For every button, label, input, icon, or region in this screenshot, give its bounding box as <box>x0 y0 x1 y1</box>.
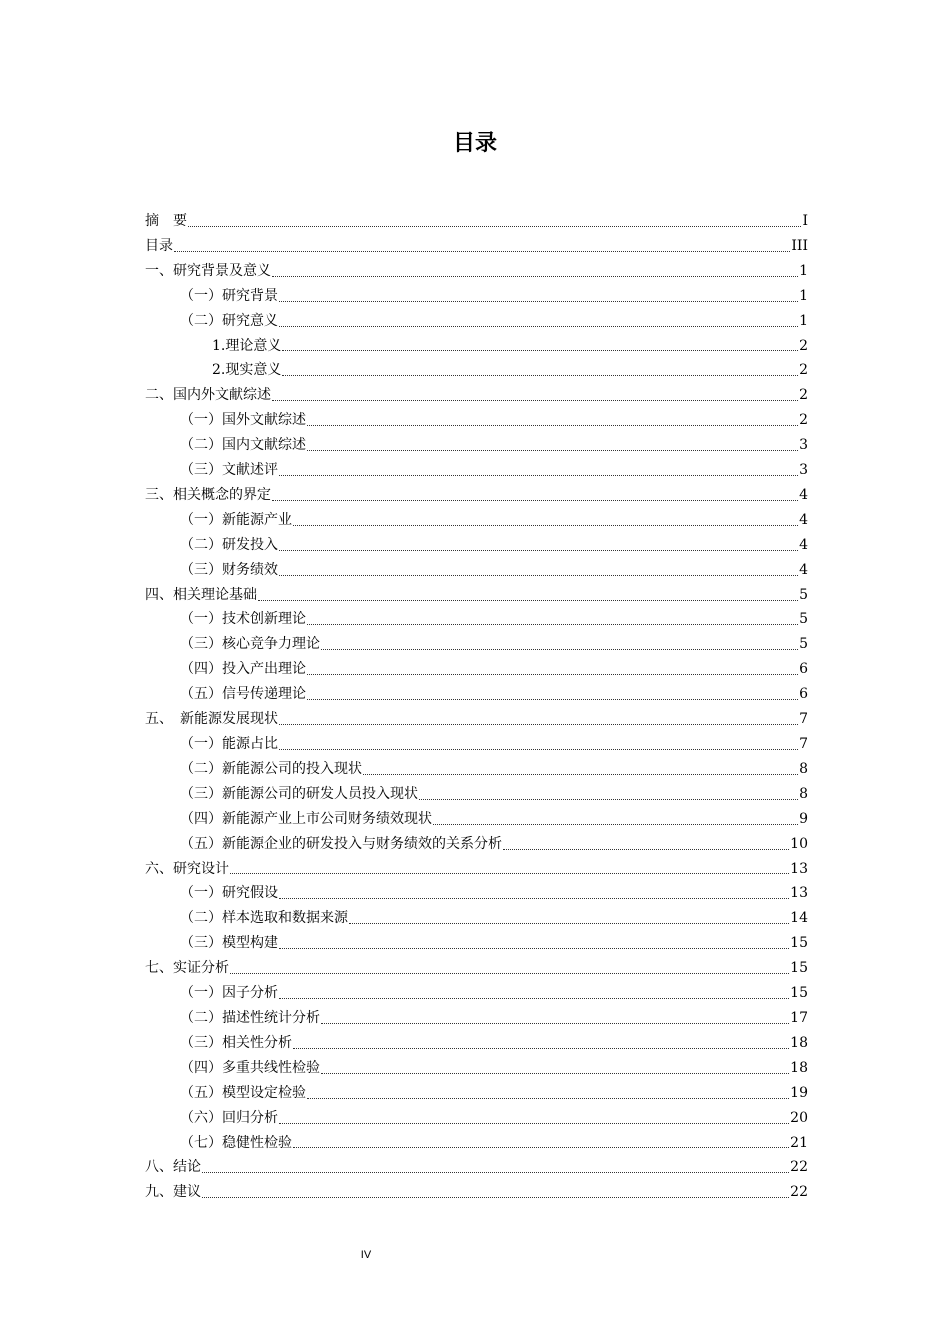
toc-entry[interactable] <box>145 358 808 383</box>
toc-entry[interactable] <box>145 284 808 309</box>
dot-leader <box>293 1048 789 1049</box>
toc-entry[interactable] <box>145 782 808 807</box>
toc-entry-label: 三、相关概念的界定 <box>145 486 271 503</box>
dot-leader <box>307 674 798 675</box>
dot-leader <box>279 998 789 999</box>
toc-entry-page: 22 <box>790 1184 808 1201</box>
toc-entry-page: 5 <box>799 611 808 628</box>
toc-entry[interactable] <box>145 309 808 334</box>
dot-leader <box>419 799 798 800</box>
toc-entry[interactable] <box>145 533 808 558</box>
toc-entry-page: 2 <box>799 362 808 379</box>
toc-entry-page: 15 <box>790 935 808 952</box>
toc-entry[interactable] <box>145 334 808 359</box>
toc-entry-label: （一）新能源产业 <box>180 511 292 528</box>
toc-entry[interactable] <box>145 757 808 782</box>
dot-leader <box>279 326 798 327</box>
dot-leader <box>272 400 798 401</box>
toc-entry-label: （一）能源占比 <box>180 736 278 753</box>
dot-leader <box>349 923 789 924</box>
toc-entry[interactable] <box>145 657 808 682</box>
page-title: 目录 <box>452 131 497 156</box>
dot-leader <box>279 724 798 725</box>
toc-entry-label: 七、实证分析 <box>145 960 229 977</box>
dot-leader <box>279 575 798 576</box>
dot-leader <box>279 749 798 750</box>
toc-entry-page: 10 <box>790 835 808 852</box>
toc-entry-label: （二）描述性统计分析 <box>180 1009 320 1026</box>
toc-entry-page: 1 <box>799 287 808 304</box>
toc-entry[interactable] <box>145 956 808 981</box>
toc-entry[interactable] <box>145 1155 808 1180</box>
dot-leader <box>321 1073 789 1074</box>
toc-entry-page: 8 <box>799 760 808 777</box>
toc-entry[interactable] <box>145 1081 808 1106</box>
toc-entry[interactable] <box>145 1106 808 1131</box>
toc-entry-label: （五）信号传递理论 <box>180 686 306 703</box>
toc-entry-page: 9 <box>799 810 808 827</box>
toc-entry-label: （六）回归分析 <box>180 1109 278 1126</box>
toc-entry-page: 6 <box>799 686 808 703</box>
toc-entry-label: （二）研究意义 <box>180 312 278 329</box>
toc-entry[interactable] <box>145 608 808 633</box>
toc-entry-page: 22 <box>790 1159 808 1176</box>
dot-leader <box>279 898 789 899</box>
dot-leader <box>258 600 798 601</box>
toc-entry-label: 八、结论 <box>145 1159 201 1176</box>
toc-entry[interactable] <box>145 1180 808 1205</box>
toc-entry[interactable] <box>145 881 808 906</box>
toc-entry-label: 一、研究背景及意义 <box>145 262 271 279</box>
page-number: IV <box>360 1249 372 1261</box>
dot-leader <box>363 774 798 775</box>
dot-leader <box>279 301 798 302</box>
toc-entry[interactable] <box>145 583 808 608</box>
toc-entry-label: （三）财务绩效 <box>180 561 278 578</box>
toc-entry[interactable] <box>145 458 808 483</box>
toc-entry-label: 摘 要 <box>145 212 187 229</box>
toc-entry[interactable] <box>145 807 808 832</box>
dot-leader <box>188 226 801 227</box>
toc-entry-page: 5 <box>799 586 808 603</box>
dot-leader <box>307 699 798 700</box>
dot-leader <box>307 624 798 625</box>
toc-entry[interactable] <box>145 857 808 882</box>
toc-entry-label: （一）因子分析 <box>180 985 278 1002</box>
toc-entry-page: 2 <box>799 412 808 429</box>
toc-entry-label: 1.理论意义 <box>212 337 282 354</box>
toc-entry-page: 19 <box>790 1084 808 1101</box>
dot-leader <box>307 425 798 426</box>
toc-entry-page: 18 <box>790 1034 808 1051</box>
toc-entry[interactable] <box>145 508 808 533</box>
table-of-contents <box>145 209 808 1205</box>
dot-leader <box>282 375 798 376</box>
dot-leader <box>230 973 789 974</box>
toc-entry[interactable] <box>145 1031 808 1056</box>
toc-entry-page: 3 <box>799 437 808 454</box>
toc-entry[interactable] <box>145 1056 808 1081</box>
toc-entry-page: 7 <box>799 736 808 753</box>
toc-entry[interactable] <box>145 408 808 433</box>
toc-entry-label: （三）核心竞争力理论 <box>180 636 320 653</box>
toc-entry-page: 6 <box>799 661 808 678</box>
dot-leader <box>279 550 798 551</box>
toc-entry-page: 4 <box>799 511 808 528</box>
toc-entry-label: （三）相关性分析 <box>180 1034 292 1051</box>
toc-entry-label: 二、国内外文献综述 <box>145 387 271 404</box>
toc-entry-label: （四）多重共线性检验 <box>180 1059 320 1076</box>
dot-leader <box>174 251 790 252</box>
toc-entry-label: （一）研究背景 <box>180 287 278 304</box>
toc-entry-label: （三）文献述评 <box>180 462 278 479</box>
dot-leader <box>293 1147 789 1148</box>
toc-entry-label: （二）国内文献综述 <box>180 437 306 454</box>
toc-entry-label: 五、 新能源发展现状 <box>145 711 278 728</box>
dot-leader <box>307 1098 789 1099</box>
dot-leader <box>282 350 798 351</box>
dot-leader <box>279 1123 789 1124</box>
toc-entry[interactable] <box>145 234 808 259</box>
toc-entry-page: 1 <box>799 262 808 279</box>
toc-entry-label: （三）模型构建 <box>180 935 278 952</box>
toc-entry[interactable] <box>145 483 808 508</box>
toc-entry-page: 7 <box>799 711 808 728</box>
toc-entry-label: （二）样本选取和数据来源 <box>180 910 348 927</box>
dot-leader <box>272 276 798 277</box>
toc-entry-page: 14 <box>790 910 808 927</box>
toc-entry-page: 15 <box>790 960 808 977</box>
toc-entry-page: 2 <box>799 337 808 354</box>
toc-entry-label: （七）稳健性检验 <box>180 1134 292 1151</box>
toc-entry[interactable] <box>145 707 808 732</box>
dot-leader <box>279 948 789 949</box>
toc-entry[interactable] <box>145 1006 808 1031</box>
toc-entry[interactable] <box>145 906 808 931</box>
toc-entry-label: 2.现实意义 <box>212 362 282 379</box>
toc-entry[interactable] <box>145 259 808 284</box>
toc-entry-page: 20 <box>790 1109 808 1126</box>
toc-entry[interactable] <box>145 931 808 956</box>
toc-entry-label: （一）研究假设 <box>180 885 278 902</box>
toc-entry-page: I <box>802 212 808 229</box>
toc-entry[interactable] <box>145 433 808 458</box>
dot-leader <box>321 1023 789 1024</box>
toc-entry-label: （五）模型设定检验 <box>180 1084 306 1101</box>
toc-entry-page: III <box>791 237 808 254</box>
toc-entry-label: 六、研究设计 <box>145 860 229 877</box>
dot-leader <box>307 450 798 451</box>
toc-entry-label: （一）技术创新理论 <box>180 611 306 628</box>
toc-entry[interactable] <box>145 682 808 707</box>
toc-entry-label: （四）投入产出理论 <box>180 661 306 678</box>
toc-entry[interactable] <box>145 209 808 234</box>
dot-leader <box>503 849 789 850</box>
toc-entry[interactable] <box>145 632 808 657</box>
toc-entry-page: 3 <box>799 462 808 479</box>
dot-leader <box>321 649 798 650</box>
toc-entry-page: 4 <box>799 536 808 553</box>
toc-entry[interactable] <box>145 383 808 408</box>
toc-entry-label: （五）新能源企业的研发投入与财务绩效的关系分析 <box>180 835 502 852</box>
toc-entry-page: 4 <box>799 486 808 503</box>
toc-entry-page: 15 <box>790 985 808 1002</box>
toc-entry-label: （四）新能源产业上市公司财务绩效现状 <box>180 810 432 827</box>
toc-entry[interactable] <box>145 981 808 1006</box>
toc-entry-page: 17 <box>790 1009 808 1026</box>
dot-leader <box>202 1172 789 1173</box>
toc-entry-page: 2 <box>799 387 808 404</box>
toc-entry-page: 1 <box>799 312 808 329</box>
toc-entry-page: 13 <box>790 885 808 902</box>
toc-entry[interactable] <box>145 832 808 857</box>
toc-entry-label: 四、相关理论基础 <box>145 586 257 603</box>
dot-leader <box>433 824 798 825</box>
dot-leader <box>202 1197 789 1198</box>
toc-entry-page: 8 <box>799 785 808 802</box>
toc-entry-label: （二）新能源公司的投入现状 <box>180 760 362 777</box>
dot-leader <box>293 525 798 526</box>
toc-entry-label: 九、建议 <box>145 1184 201 1201</box>
toc-entry-label: （三）新能源公司的研发人员投入现状 <box>180 785 418 802</box>
toc-entry-page: 13 <box>790 860 808 877</box>
toc-entry-page: 21 <box>790 1134 808 1151</box>
dot-leader <box>272 500 798 501</box>
toc-entry-page: 4 <box>799 561 808 578</box>
toc-entry-page: 5 <box>799 636 808 653</box>
toc-entry[interactable] <box>145 558 808 583</box>
toc-entry-page: 18 <box>790 1059 808 1076</box>
toc-entry-label: 目录 <box>145 237 173 254</box>
toc-entry[interactable] <box>145 1131 808 1156</box>
dot-leader <box>230 873 789 874</box>
toc-entry-label: （一）国外文献综述 <box>180 412 306 429</box>
toc-entry[interactable] <box>145 732 808 757</box>
dot-leader <box>279 475 798 476</box>
toc-entry-label: （二）研发投入 <box>180 536 278 553</box>
